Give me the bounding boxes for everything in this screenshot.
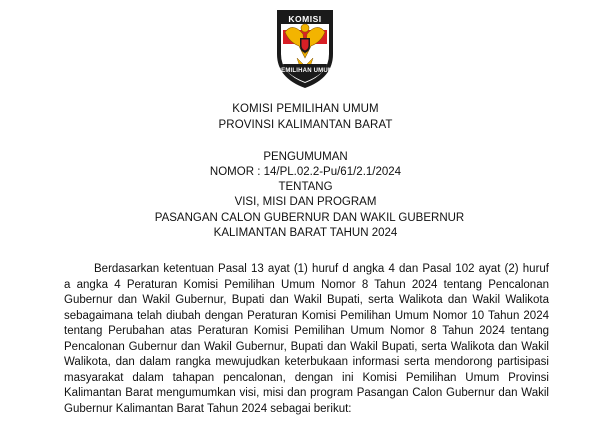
body-line: Gubernur dan Wakil Gubernur, Bupati dan Wakil Bupati, serta Walikota dan Wakil Walikota xyxy=(64,294,549,306)
announcement-candidate-pair: PASANGAN CALON GUBERNUR DAN WAKIL GUBERNUR xyxy=(154,212,465,224)
announcement-title: PENGUMUMAN xyxy=(263,151,348,163)
body-paragraph xyxy=(64,262,549,417)
body-line: Walikota, dan dalam rangka mewujudkan keterbukaan informasi serta mendorong partisipasi xyxy=(64,356,549,368)
body-line: Pencalonan Gubernur dan Wakil Gubernur, Bupati dan Wakil Bupati, serta Walikota dan Wakil xyxy=(64,340,549,353)
emblem-bottom-text: PEMILIHAN UMUM xyxy=(276,68,334,74)
institution-name: KOMISI PEMILIHAN UMUM xyxy=(232,103,379,115)
emblem-top-text: KOMISI xyxy=(288,14,322,24)
body-line: masyarakat dalam tahapan pencalonan, dengan ini Komisi Pemilihan Umum Provinsi xyxy=(64,371,549,384)
body-line: tentang Perubahan atas Peraturan Komisi Pemilihan Umum Nomor 8 Tahun 2024 tentang xyxy=(64,325,549,337)
announcement-number: NOMOR : 14/PL.02.2-Pu/61/2.1/2024 xyxy=(209,166,402,178)
announcement-region-year: KALIMANTAN BARAT TAHUN 2024 xyxy=(213,227,398,239)
body-line: Berdasarkan ketentuan Pasal 13 ayat (1) huruf d angka 4 dan Pasal 102 ayat (2) huruf xyxy=(94,263,549,275)
body-line: Kalimantan Barat mengumumkan visi, misi dan program Pasangan Calon Gubernur dan Wakil xyxy=(64,387,549,399)
body-line: Gubernur Kalimantan Barat Tahun 2024 sebagai berikut: xyxy=(64,402,352,415)
announcement-subject: VISI, MISI DAN PROGRAM xyxy=(234,196,377,208)
province-name: PROVINSI KALIMANTAN BARAT xyxy=(218,119,393,131)
kpu-emblem-logo xyxy=(273,8,337,90)
body-line: sebagaimana telah diubah dengan Peraturan Komisi Pemilihan Umum Nomor 10 Tahun 2024 xyxy=(64,309,549,322)
announcement-about-label: TENTANG xyxy=(278,181,333,193)
body-line: a angka 4 Peraturan Komisi Pemilihan Umum Nomor 8 Tahun 2024 tentang Pencalonan xyxy=(64,278,549,291)
